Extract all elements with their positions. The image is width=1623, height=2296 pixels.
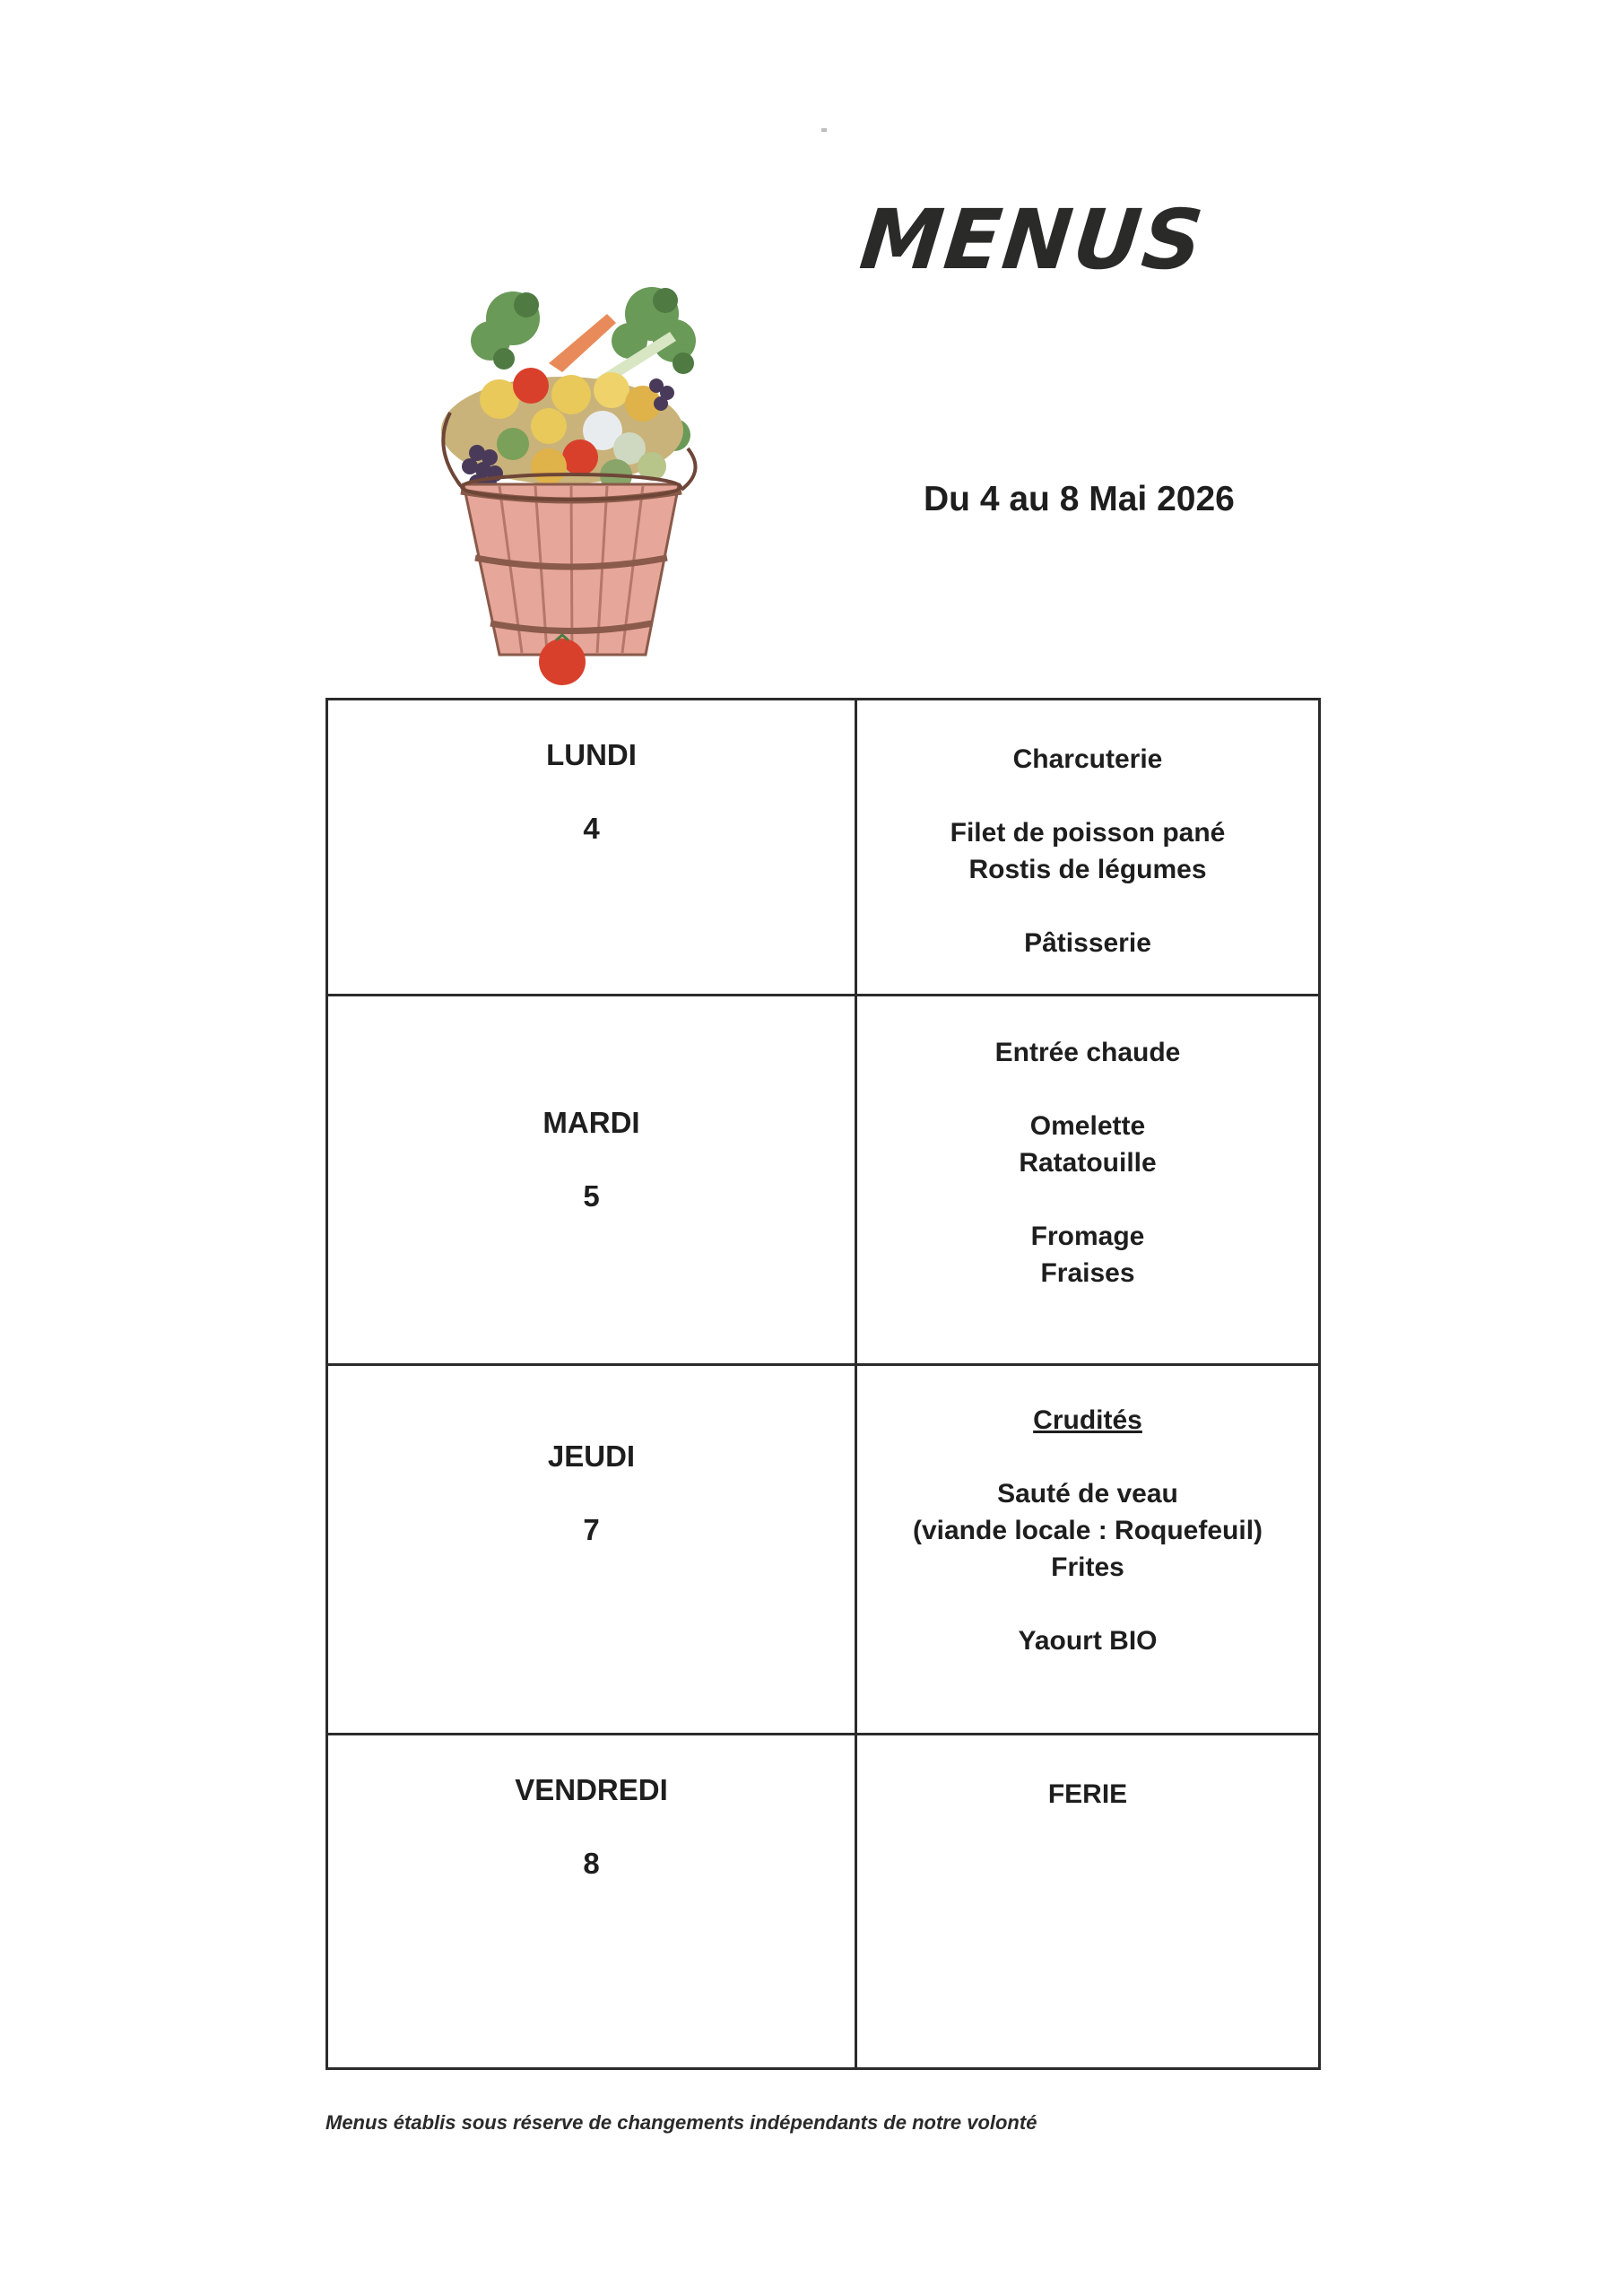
menu-line: Omelette xyxy=(1029,1111,1146,1141)
menu-line: Filet de poisson pané xyxy=(950,818,1226,848)
tomato xyxy=(539,639,586,685)
menu-cell-jeudi xyxy=(857,1366,1318,1735)
day-cell-mardi xyxy=(328,996,857,1366)
menu-line: Charcuterie xyxy=(1012,744,1163,774)
menu-line: Entrée chaude xyxy=(994,1038,1181,1067)
menu-line: Sauté de veau xyxy=(997,1479,1178,1509)
menu-line: Fromage xyxy=(1030,1222,1145,1251)
day-name: JEUDI xyxy=(547,1439,636,1473)
menu-line: FERIE xyxy=(1047,1779,1128,1809)
menu-cell-vendredi xyxy=(857,1735,1318,2067)
day-name: LUNDI xyxy=(546,738,637,771)
page-title: MENUS xyxy=(855,192,1210,288)
vegetable-basket-icon xyxy=(414,278,710,686)
day-number: 5 xyxy=(583,1179,600,1213)
day-name: MARDI xyxy=(542,1106,640,1139)
menu-line: Crudités xyxy=(1033,1405,1142,1435)
menu-line: Yaourt BIO xyxy=(1018,1626,1158,1656)
menu-cell-lundi xyxy=(857,700,1318,996)
menu-line: Fraises xyxy=(1040,1258,1135,1288)
menu-line: Frites xyxy=(1051,1552,1124,1582)
menu-line: (viande locale : Roquefeuil) xyxy=(912,1516,1263,1545)
day-cell-vendredi xyxy=(328,1735,857,2067)
day-cell-jeudi xyxy=(328,1366,857,1735)
day-number: 4 xyxy=(583,812,600,845)
menu-line: Pâtisserie xyxy=(1024,928,1151,958)
menu-line: Ratatouille xyxy=(1019,1148,1157,1178)
menu-table xyxy=(325,698,1321,2070)
menu-cell-mardi xyxy=(857,996,1318,1366)
menu-line: Rostis de légumes xyxy=(968,855,1207,884)
day-name: VENDREDI xyxy=(515,1773,668,1806)
scan-speck xyxy=(821,128,827,132)
day-cell-lundi xyxy=(328,700,857,996)
date-range: Du 4 au 8 Mai 2026 xyxy=(924,480,1235,518)
day-number: 7 xyxy=(583,1513,600,1546)
day-number: 8 xyxy=(583,1847,600,1880)
footnote: Menus établis sous réserve de changements indépendants de notre volonté xyxy=(325,2111,1037,2134)
